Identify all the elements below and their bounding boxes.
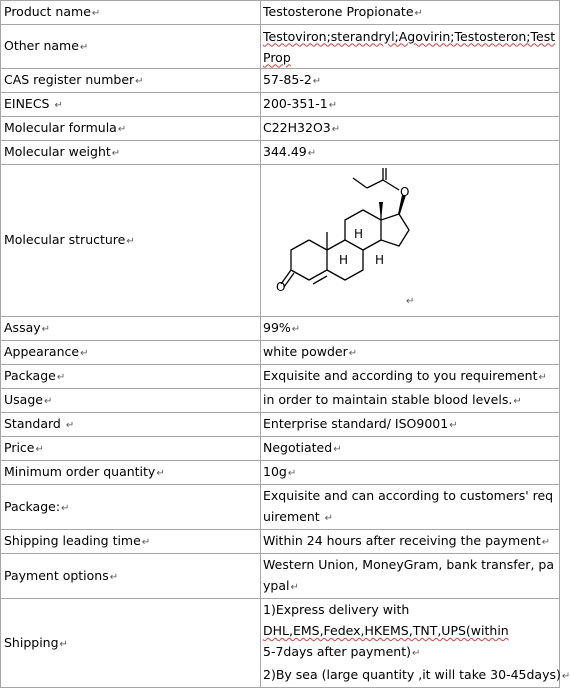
row-label: Appearance↵ xyxy=(1,341,261,365)
row-value: 344.49↵ xyxy=(261,141,560,165)
table-row xyxy=(1,389,560,413)
table-row xyxy=(1,165,560,317)
row-label: Molecular weight↵ xyxy=(1,141,261,165)
row-value xyxy=(261,599,570,688)
row-label: Shipping leading time↵ xyxy=(1,530,261,554)
row-label: Other name↵ xyxy=(1,25,261,69)
hydrogen-atom: H xyxy=(375,252,385,267)
row-value: Exquisite and according to you requirement↵ xyxy=(261,365,560,389)
table-row xyxy=(1,437,560,461)
row-value: Within 24 hours after receiving the payment↵ xyxy=(261,530,560,554)
row-label: Payment options↵ xyxy=(1,554,261,599)
table-row xyxy=(1,93,560,117)
row-value: Western Union, MoneyGram, bank transfer, paypal↵ xyxy=(261,554,560,599)
row-label: Usage↵ xyxy=(1,389,261,413)
row-value: Negotiated↵ xyxy=(261,437,560,461)
table-row xyxy=(1,461,560,485)
row-label: Price↵ xyxy=(1,437,261,461)
row-value: Enterprise standard/ ISO9001↵ xyxy=(261,413,560,437)
hydrogen-atom: H xyxy=(354,226,364,241)
row-value: 200-351-1↵ xyxy=(261,93,560,117)
table-row xyxy=(1,341,560,365)
row-label: Molecular structure↵ xyxy=(1,165,261,317)
shipping-line: 2)By sea (large quantity ,it will take 30-45days)↵ xyxy=(263,667,570,682)
row-value: 99%↵ xyxy=(261,317,560,341)
table-row xyxy=(1,141,560,165)
table-row xyxy=(1,69,560,93)
row-label: Package↵ xyxy=(1,365,261,389)
table-row xyxy=(1,365,560,389)
row-value: white powder↵ xyxy=(261,341,560,365)
shipping-line: 1)Express delivery with xyxy=(263,602,410,617)
table-row xyxy=(1,1,560,25)
row-label: Product name↵ xyxy=(1,1,261,25)
row-label: Package:↵ xyxy=(1,485,261,530)
molecular-structure-image xyxy=(269,166,429,316)
table-row xyxy=(1,485,560,530)
row-label: CAS register number↵ xyxy=(1,69,261,93)
oxygen-atom: O xyxy=(276,279,286,294)
row-label: EINECS ↵ xyxy=(1,93,261,117)
table-row xyxy=(1,25,560,69)
table-row xyxy=(1,413,560,437)
row-value: 10g↵ xyxy=(261,461,560,485)
row-value: in order to maintain stable blood levels.↵ xyxy=(261,389,560,413)
table-row xyxy=(1,530,560,554)
row-value: Exquisite and can according to customers' requirement ↵ xyxy=(261,485,560,530)
row-label: Standard ↵ xyxy=(1,413,261,437)
row-label: Minimum order quantity↵ xyxy=(1,461,261,485)
row-value: Testosterone Propionate↵ xyxy=(261,1,560,25)
table-row xyxy=(1,317,560,341)
row-value: 57-85-2↵ xyxy=(261,69,560,93)
row-label: Molecular formula↵ xyxy=(1,117,261,141)
row-label: Shipping↵ xyxy=(1,599,261,688)
table-row xyxy=(1,599,560,688)
row-label: Assay↵ xyxy=(1,317,261,341)
table-row xyxy=(1,554,560,599)
row-value: O O H H H ↵ xyxy=(261,165,560,317)
row-value: C22H32O3↵ xyxy=(261,117,560,141)
hydrogen-atom: H xyxy=(339,252,349,267)
shipping-line: DHL,EMS,Fedex,HKEMS,TNT,UPS(within xyxy=(263,623,509,638)
row-value: Testoviron;sterandryl;Agovirin;Testosteron;Test Prop xyxy=(261,25,560,69)
ester-oxygen-atom: O xyxy=(400,184,410,199)
shipping-line: 5-7days after payment)↵ xyxy=(263,644,421,659)
table-row xyxy=(1,117,560,141)
